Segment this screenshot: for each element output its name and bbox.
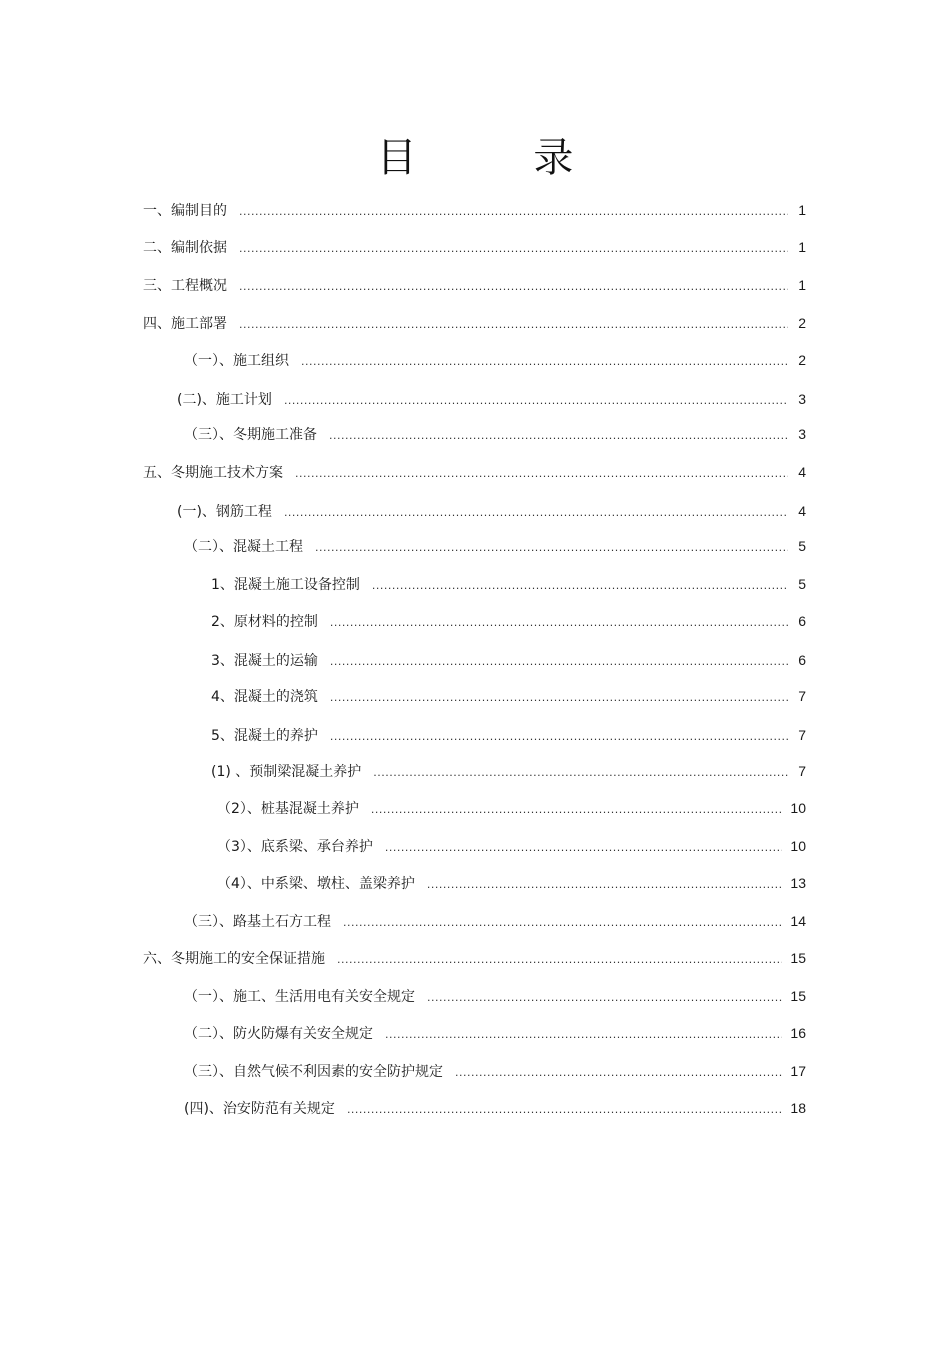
toc-entry-page: 14 [790, 913, 806, 929]
toc-entry-label: （2）、桩基混凝土养护 [217, 801, 359, 817]
toc-leader-dots [330, 614, 788, 632]
toc-leader-dots [427, 876, 783, 894]
toc-leader-dots [337, 951, 782, 969]
toc-entry-label: （三）、自然气候不利因素的安全防护规定 [184, 1064, 443, 1080]
toc-entry[interactable] [217, 874, 806, 892]
toc-entry-page: 4 [798, 503, 806, 519]
toc-entry[interactable] [211, 612, 806, 630]
toc-leader-dots [284, 392, 788, 410]
toc-entry-label: 3、混凝土的运输 [211, 653, 318, 669]
toc-entry[interactable] [211, 726, 806, 744]
toc-leader-dots [239, 278, 788, 296]
toc-title: 目 录 [376, 135, 626, 181]
toc-entry-page: 4 [798, 464, 806, 480]
toc-entry-label: (四)、治安防范有关规定 [184, 1101, 335, 1117]
toc-leader-dots [347, 1101, 782, 1119]
toc-entry[interactable] [211, 762, 806, 780]
toc-entry-label: 二、编制依据 [143, 240, 227, 256]
toc-entry-label: （4）、中系梁、墩柱、盖梁养护 [217, 876, 415, 892]
toc-entry-label: 五、冬期施工技术方案 [143, 465, 283, 481]
toc-entry-label: (1) 、预制梁混凝土养护 [211, 764, 362, 780]
toc-entry-page: 3 [798, 426, 806, 442]
toc-entry-label: 三、工程概况 [143, 278, 227, 294]
toc-leader-dots [372, 577, 788, 595]
toc-leader-dots [330, 653, 788, 671]
toc-leader-dots [371, 801, 783, 819]
toc-entry-page: 2 [798, 352, 806, 368]
toc-entry-label: (二)、施工计划 [177, 392, 272, 408]
toc-entry-page: 15 [790, 950, 806, 966]
toc-entry[interactable] [143, 276, 806, 294]
toc-entry[interactable] [143, 463, 806, 481]
toc-leader-dots [330, 728, 788, 746]
toc-leader-dots [330, 689, 788, 707]
toc-entry[interactable] [184, 1024, 806, 1042]
toc-entry-page: 15 [790, 988, 806, 1004]
toc-entry[interactable] [143, 314, 806, 332]
toc-entry-page: 18 [790, 1100, 806, 1116]
toc-entry[interactable] [177, 502, 806, 520]
toc-entry-label: （三）、路基土石方工程 [184, 914, 331, 930]
toc-entry-label: 一、编制目的 [143, 203, 227, 219]
toc-entry-page: 5 [798, 576, 806, 592]
toc-entry-label: （二）、混凝土工程 [184, 539, 303, 555]
toc-entry-label: 5、混凝土的养护 [211, 728, 318, 744]
toc-entry-label: 四、施工部署 [143, 316, 227, 332]
toc-entry-page: 13 [790, 875, 806, 891]
toc-entry-label: 2、原材料的控制 [211, 614, 318, 630]
toc-entry-page: 10 [790, 838, 806, 854]
toc-entry-label: （二）、防火防爆有关安全规定 [184, 1026, 373, 1042]
toc-entry[interactable] [184, 1099, 806, 1117]
toc-entry-label: （一）、施工组织 [184, 353, 289, 369]
toc-entry-page: 6 [798, 652, 806, 668]
toc-entry-label: （3）、底系梁、承台养护 [217, 839, 373, 855]
toc-entry[interactable] [177, 390, 806, 408]
toc-entry-label: 1、混凝土施工设备控制 [211, 577, 360, 593]
toc-entry-label: 六、冬期施工的安全保证措施 [143, 951, 325, 967]
toc-entry[interactable] [184, 537, 806, 555]
toc-leader-dots [239, 316, 788, 334]
toc-entry[interactable] [217, 837, 806, 855]
toc-leader-dots [315, 539, 788, 557]
toc-entry[interactable] [211, 575, 806, 593]
toc-entry[interactable] [184, 987, 806, 1005]
toc-entry-page: 7 [798, 727, 806, 743]
toc-entry[interactable] [211, 687, 806, 705]
toc-entry[interactable] [143, 238, 806, 256]
toc-entry[interactable] [184, 912, 806, 930]
toc-leader-dots [455, 1064, 782, 1082]
toc-entry-page: 17 [790, 1063, 806, 1079]
toc-entry[interactable] [217, 799, 806, 817]
toc-leader-dots [427, 989, 782, 1007]
toc-leader-dots [239, 240, 788, 258]
toc-leader-dots [373, 764, 788, 782]
toc-entry[interactable] [211, 651, 806, 669]
toc-entry-page: 1 [798, 202, 806, 218]
toc-leader-dots [343, 914, 782, 932]
toc-entry-page: 2 [798, 315, 806, 331]
toc-entry[interactable] [143, 201, 806, 219]
toc-entry-page: 7 [798, 688, 806, 704]
toc-leader-dots [385, 1026, 782, 1044]
toc-entry-label: （三）、冬期施工准备 [184, 427, 317, 443]
toc-entry-label: 4、混凝土的浇筑 [211, 689, 318, 705]
toc-entry[interactable] [184, 1062, 806, 1080]
toc-leader-dots [301, 353, 788, 371]
toc-entry-label: (一)、钢筋工程 [177, 504, 272, 520]
toc-entry[interactable] [143, 949, 806, 967]
toc-entry-page: 1 [798, 277, 806, 293]
toc-leader-dots [385, 839, 783, 857]
toc-entry-page: 1 [798, 239, 806, 255]
toc-entry[interactable] [184, 425, 806, 443]
toc-leader-dots [239, 203, 788, 221]
toc-entry-page: 5 [798, 538, 806, 554]
toc-entry-page: 7 [798, 763, 806, 779]
toc-entry-page: 3 [798, 391, 806, 407]
toc-leader-dots [295, 465, 788, 483]
toc-entry-page: 6 [798, 613, 806, 629]
toc-entry[interactable] [184, 351, 806, 369]
toc-entry-page: 10 [790, 800, 806, 816]
toc-entry-label: （一）、施工、生活用电有关安全规定 [184, 989, 415, 1005]
toc-leader-dots [284, 504, 788, 522]
toc-leader-dots [329, 427, 788, 445]
toc-entry-page: 16 [790, 1025, 806, 1041]
